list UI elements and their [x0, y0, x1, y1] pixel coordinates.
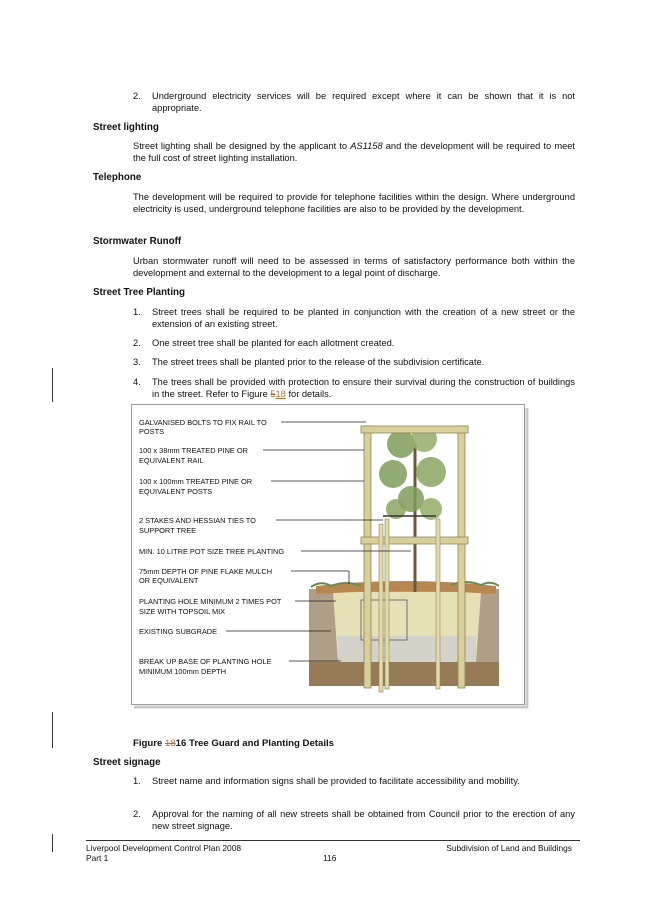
- section-heading-street-lighting: Street lighting: [93, 122, 159, 133]
- change-bar: [52, 368, 53, 402]
- support-stake: [385, 519, 389, 689]
- figure-label: 100 x 100mm TREATED PINE OR: [139, 477, 253, 486]
- guard-post: [364, 426, 371, 688]
- list-text: Underground electricity services will be required except where it can be shown that it is not appropriate.: [152, 91, 575, 113]
- list-number: 3.: [133, 357, 141, 367]
- list-item: [133, 338, 575, 350]
- standard-reference: AS1158: [350, 141, 383, 151]
- list-item: [133, 377, 575, 400]
- list-text: Approval for the naming of all new streets shall be obtained from Council prior to the erection of any new street signage.: [152, 809, 575, 831]
- tree-canopy: [416, 457, 446, 487]
- figure-label: MIN. 10 LITRE POT SIZE TREE PLANTING: [139, 547, 285, 556]
- list-number: 2.: [133, 338, 141, 348]
- footer-document-title: Liverpool Development Control Plan 2008: [86, 843, 242, 853]
- telephone-text: The development will be required to provide for telephone facilities within the design. Where underground electricity is used, underground telephone facilities are also to be provided by the development.: [133, 192, 575, 214]
- list-text: The street trees shall be planted prior to the release of the subdivision certificate.: [152, 357, 485, 367]
- tree-guard-figure: [131, 404, 529, 709]
- figure-label: BREAK UP BASE OF PLANTING HOLE: [139, 657, 272, 666]
- figure-label: MINIMUM 100mm DEPTH: [139, 667, 227, 676]
- list-text: Street name and information signs shall be provided to facilitate accessibility and mobility.: [152, 776, 520, 786]
- stormwater-text: Urban stormwater runoff will need to be assessed in terms of satisfactory performance both within the development and external to the development to a legal point of discharge.: [133, 256, 575, 278]
- broken-base: [309, 662, 499, 686]
- section-heading-stormwater: Stormwater Runoff: [93, 236, 182, 247]
- footer-rule: [86, 840, 580, 841]
- section-heading-street-tree-planting: Street Tree Planting: [93, 287, 186, 298]
- guard-rail: [361, 426, 468, 433]
- inserted-figure-number: 16: [175, 738, 187, 749]
- list-text: Street trees shall be required to be planted in conjunction with the creation of a new street or the extension of an existing street.: [152, 307, 575, 329]
- list-item: [133, 91, 575, 114]
- footer-left: [86, 843, 241, 863]
- guard-post: [458, 426, 465, 688]
- figure-label: EQUIVALENT POSTS: [139, 487, 213, 496]
- list-item: [133, 307, 575, 330]
- list-number: 2.: [133, 809, 141, 819]
- figure-label: EXISTING SUBGRADE: [139, 627, 218, 636]
- section-heading-street-signage: Street signage: [93, 757, 161, 768]
- figure-caption: Figure 1816 Tree Guard and Planting Details: [133, 738, 335, 749]
- street-lighting-text: Street lighting shall be designed by the applicant to AS1158 and the development will be required to meet the full cost of street lighting installation.: [133, 141, 575, 163]
- figure-label: 2 STAKES AND HESSIAN TIES TO: [139, 516, 256, 525]
- list-text: The trees shall be provided with protection to ensure their survival during the construction of buildings in the street. Refer to Figure 518 for details.: [152, 377, 575, 399]
- list-item: [133, 357, 575, 369]
- footer-section-title: Subdivision of Land and Buildings: [446, 843, 572, 853]
- tree-canopy: [387, 430, 415, 458]
- list-item: [133, 809, 575, 832]
- tree-guard-diagram: [131, 404, 529, 709]
- list-number: 1.: [133, 307, 141, 317]
- support-stake: [436, 519, 440, 689]
- figure-label: 75mm DEPTH OF PINE FLAKE MULCH: [139, 567, 273, 576]
- figure-label: PLANTING HOLE MINIMUM 2 TIMES POT: [139, 597, 282, 606]
- guard-rail: [361, 537, 468, 544]
- figure-label: POSTS: [139, 427, 165, 436]
- page-number: 116: [323, 853, 337, 863]
- figure-label: SIZE WITH TOPSOIL MIX: [139, 607, 226, 616]
- deleted-figure-ref: 5: [270, 388, 276, 399]
- list-text: One street tree shall be planted for each allotment created.: [152, 338, 395, 348]
- deleted-figure-number: 18: [164, 738, 176, 749]
- list-item: [133, 776, 575, 788]
- list-number: 2.: [133, 91, 141, 101]
- figure-label: SUPPORT TREE: [139, 526, 197, 535]
- figure-label: OR EQUIVALENT: [139, 576, 199, 585]
- figure-label: EQUIVALENT RAIL: [139, 456, 204, 465]
- list-number: 4.: [133, 377, 141, 387]
- figure-label: 100 x 38mm TREATED PINE OR: [139, 446, 248, 455]
- figure-label: GALVANISED BOLTS TO FIX RAIL TO: [139, 418, 267, 427]
- section-heading-telephone: Telephone: [93, 172, 142, 183]
- change-bar: [52, 712, 53, 748]
- footer-part: Part 1: [86, 853, 109, 863]
- list-number: 1.: [133, 776, 141, 786]
- inserted-figure-ref: 18: [275, 388, 286, 399]
- support-stake: [379, 524, 383, 692]
- change-bar: [52, 834, 53, 852]
- tree-canopy: [379, 460, 407, 488]
